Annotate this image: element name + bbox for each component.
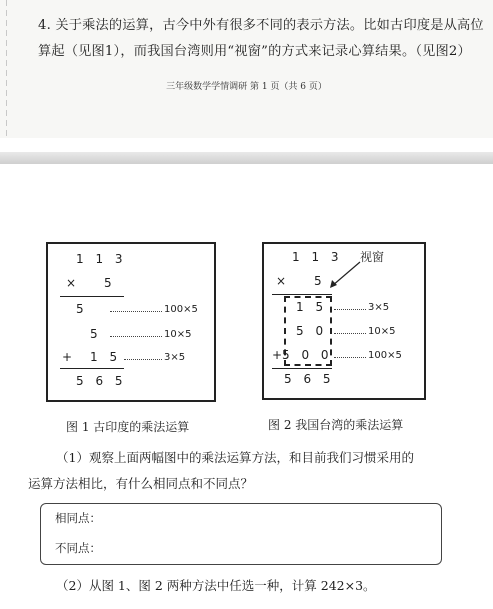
- fig1-row1-note: 100×5: [164, 304, 198, 315]
- different-points-label: 不同点：: [55, 541, 101, 555]
- fig2-rule-2: [272, 368, 332, 369]
- question-4-line-2: 算起（见图1），而我国台湾则用“视窗”的方式来记录心算结果。（见图2）: [38, 44, 471, 59]
- fig2-multiplicand: 1 1 3: [292, 250, 343, 264]
- fig1-plus-sign: +: [62, 350, 77, 364]
- question-4-line-1: 4. 关于乘法的运算，古今中外有很多不同的表示方法。比如古印度是从高位: [38, 18, 484, 33]
- fig2-row2-value: 5 0: [296, 324, 328, 338]
- fig2-times-sign: ×: [276, 274, 291, 288]
- window-pointer-arrow: [326, 258, 366, 290]
- binding-margin-line: [6, 0, 7, 138]
- fig1-row2-note: 10×5: [164, 329, 192, 340]
- figure-1-caption: 图 1 古印度的乘法运算: [66, 420, 190, 434]
- current-page: [0, 164, 493, 609]
- answer-box[interactable]: [40, 503, 442, 565]
- fig1-row3-value: 1 5: [90, 350, 122, 364]
- fig2-row3-value: 5 0 0: [282, 348, 333, 362]
- fig1-row2-leader: [110, 336, 162, 337]
- previous-page-bottom: [0, 0, 493, 138]
- figure-1-box: [46, 242, 216, 402]
- fig1-row3-note: 3×5: [164, 352, 186, 363]
- fig1-row1-leader: [110, 311, 162, 312]
- sheet-divider: [0, 152, 493, 164]
- figure-2-caption: 图 2 我国台湾的乘法运算: [268, 418, 404, 432]
- sub-question-1-line-2: 运算方法相比，有什么相同点和不同点？: [28, 476, 254, 491]
- fig1-row1-value: 5: [76, 302, 88, 316]
- fig2-row2-leader: [334, 333, 366, 334]
- fig1-rule-1: [60, 296, 124, 297]
- fig2-plus-sign: +: [272, 348, 287, 362]
- fig2-row1-value: 1 5: [296, 300, 328, 314]
- fig2-window-label: 视窗: [360, 250, 385, 264]
- same-points-label: 相同点：: [55, 511, 101, 525]
- fig2-row2-note: 10×5: [368, 326, 396, 337]
- figure-2-box: [262, 242, 426, 400]
- page-footer: 三年级数学学情调研 第 1 页（共 6 页）: [166, 82, 327, 92]
- fig1-row3-leader: [124, 359, 162, 360]
- fig2-row3-leader: [334, 357, 366, 358]
- fig2-row3-note: 100×5: [368, 350, 402, 361]
- fig2-row1-leader: [334, 309, 366, 310]
- sub-question-2: （2）从图 1、图 2 两种方法中任选一种，计算 242×3。: [56, 578, 376, 593]
- fig2-row1-note: 3×5: [368, 302, 390, 313]
- fig1-rule-2: [60, 368, 124, 369]
- fig1-row2-value: 5: [90, 327, 102, 341]
- fig1-multiplicand: 1 1 3: [76, 252, 127, 266]
- fig1-times-sign: ×: [66, 276, 81, 290]
- fig2-rule-1: [272, 294, 332, 295]
- fig2-multiplier: 5: [314, 274, 326, 288]
- fig1-multiplier: 5: [104, 276, 116, 290]
- fig2-result: 5 6 5: [284, 372, 335, 386]
- sub-question-1-line-1: （1）观察上面两幅图中的乘法运算方法，和目前我们习惯采用的: [56, 450, 414, 465]
- fig1-result: 5 6 5: [76, 374, 127, 388]
